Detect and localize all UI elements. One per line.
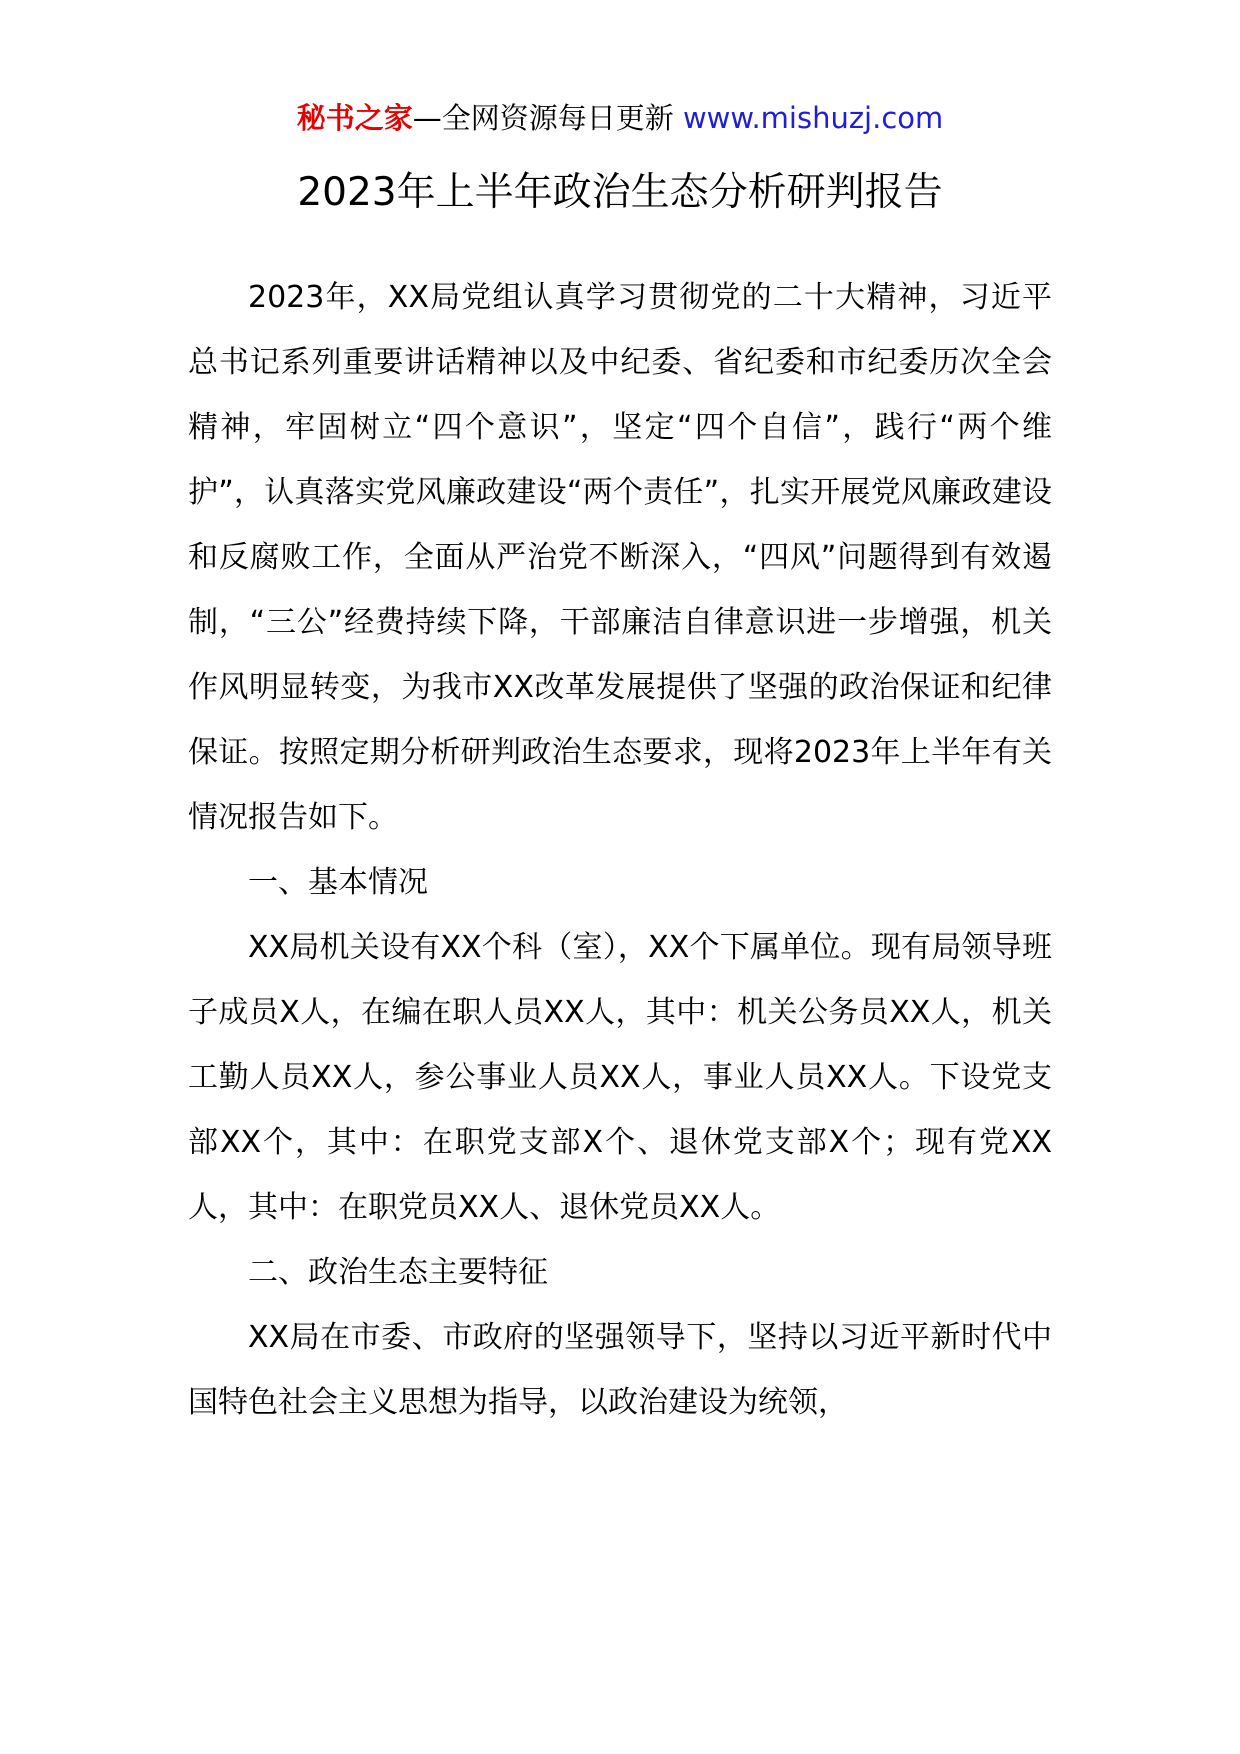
document-title: 2023年上半年政治生态分析研判报告 (297, 170, 943, 215)
site-brand: 秘书之家 (296, 101, 413, 135)
site-url-link[interactable]: www.mishuzj.com (682, 101, 944, 135)
site-tagline: —全网资源每日更新 (412, 101, 674, 135)
basic-situation-paragraph: XX局机关设有XX个科（室），XX个下属单位。现有局领导班子成员X人，在编在职人员XX人，其中：机关公务员XX人，机关工勤人员XX人，参公事业人员XX人，事业人员XX人。下设党支部XX个，其中：在职党支部X个、退休党支部X个；现有党XX人，其中：在职党员XX人、退休党员XX人。 (188, 930, 1052, 1225)
intro-paragraph: 2023年，XX局党组认真学习贯彻党的二十大精神，习近平总书记系列重要讲话精神以及中纪委、省纪委和市纪委历次全会精神，牢固树立“四个意识”，坚定“四个自信”，践行“两个维护”，认真落实党风廉政建设“两个责任”，扎实开展党风廉政建设和反腐败工作，全面从严治党不断深入，“四风”问题得到有效遏制，“三公”经费持续下降，干部廉洁自律意识进一步增强，机关作风明显转变，为我市XX改革发展提供了坚强的政治保证和纪律保证。按照定期分析研判政治生态要求，现将2023年上半年有关情况报告如下。 (188, 280, 1052, 835)
section-heading-main-features: 二、政治生态主要特征 (248, 1255, 548, 1290)
document-body (188, 265, 1052, 1435)
main-features-paragraph: XX局在市委、市政府的坚强领导下，坚持以习近平新时代中国特色社会主义思想为指导，以政治建设为统领， (188, 1320, 1052, 1420)
site-header (0, 98, 1240, 138)
section-heading-basic-situation: 一、基本情况 (248, 865, 428, 900)
